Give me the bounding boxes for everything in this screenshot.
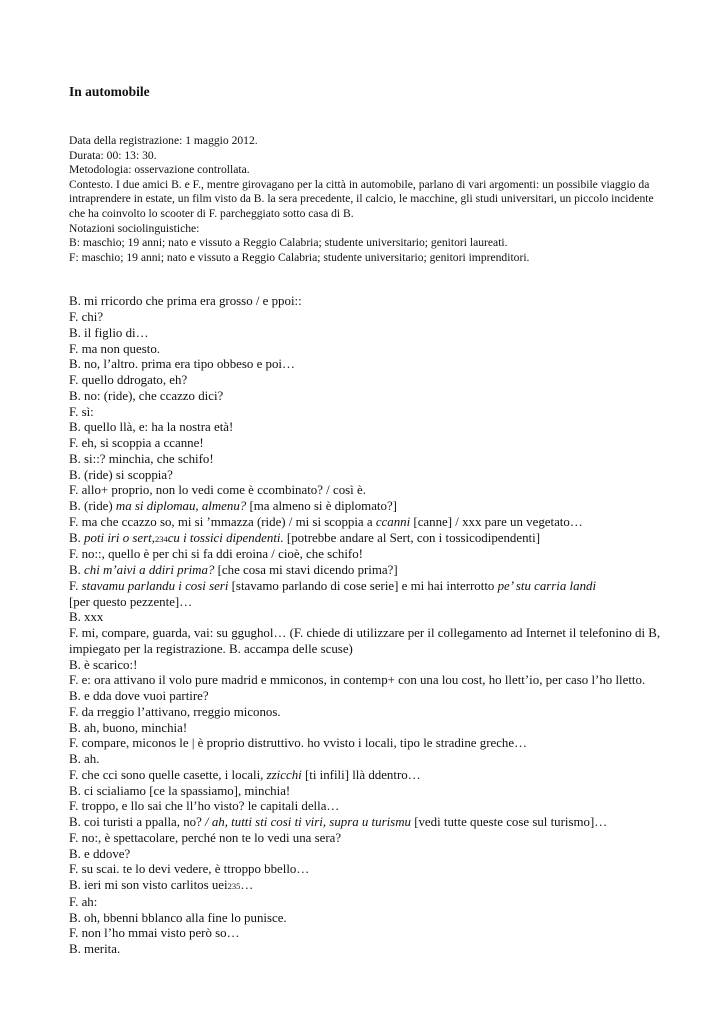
translation-text: [vedi tutte queste cose sul turismo]… <box>410 815 608 830</box>
dialogue-line: F. allo+ proprio, non lo vedi come è ccombinato? / così è. <box>69 483 366 498</box>
dialogue-line: F. no::, quello è per chi si fa ddi eroina / cioè, che schifo! <box>69 547 363 562</box>
dialogue-line: B. quello llà, e: ha la nostra età! <box>69 420 234 435</box>
dialogue-line: F. eh, si scoppia a ccanne! <box>69 436 204 451</box>
dialogue-line: F. troppo, e llo sai che ll’ho visto? le capitali della… <box>69 799 340 814</box>
recording-metadata <box>69 134 669 265</box>
translation-text: [potrebbe andare al Sert, con i tossicodipendenti] <box>283 530 540 545</box>
footnote-marker: 235 <box>227 881 241 892</box>
dialect-text: stavamu parlandu i cosi seri <box>81 578 229 593</box>
dialogue-line: B. il figlio di… <box>69 325 149 340</box>
dialogue-line <box>69 815 669 831</box>
footnote-marker: 234 <box>154 533 168 544</box>
dialogue-line: F. da rreggio l’attivano, rreggio miconos. <box>69 704 281 719</box>
dialect-text: zzicchi <box>266 767 302 782</box>
speaker-f-profile: F: maschio; 19 anni; nato e vissuto a Reggio Calabria; studente universitario; genitori imprenditori. <box>69 250 530 264</box>
translation-text: [per questo pezzente]… <box>69 594 193 609</box>
dialogue-line <box>69 579 669 611</box>
dialogue-line: F. e: ora attivano il volo pure madrid e mmiconos, in contemp+ con una lou cost, ho llett’io, per caso l’ho lletto. <box>69 673 646 688</box>
translation-text: [canne] / xxx pare un vegetato… <box>410 514 583 529</box>
translation-text: [ti infili] llà ddentro… <box>301 767 421 782</box>
dialect-text: poti iri o sert, <box>84 530 155 545</box>
dialogue-line <box>69 878 669 895</box>
line-text: F. ma che ccazzo so, mi si ’mmazza (ride) / mi si scoppia a <box>69 514 376 529</box>
line-text: … <box>240 878 254 893</box>
dialogue-line <box>69 499 669 515</box>
line-text: F. <box>69 578 82 593</box>
dialogue-line: F. mi, compare, guarda, vai: su ggughol… (F. chiede di utilizzare per il collegamento ad Internet il telefonino di B, impiegato per la registrazione. B. accampa delle scuse) <box>69 626 661 656</box>
line-text: B. ieri mi son visto carlitos uei <box>69 878 228 893</box>
dialogue-line: B. e dda dove vuoi partire? <box>69 689 209 704</box>
dialogue-line: F. su scai. te lo devi vedere, è ttroppo bbello… <box>69 862 310 877</box>
line-text: B. <box>69 530 85 545</box>
dialogue-line <box>69 563 669 579</box>
dialogue-line <box>69 531 669 548</box>
translation-text: [che cosa mi stavi dicendo prima?] <box>214 563 398 578</box>
recording-date: Data della registrazione: 1 maggio 2012. <box>69 134 258 147</box>
dialogue-line: B. no, l’altro. prima era tipo obbeso e poi… <box>69 357 295 372</box>
translation-text: [ma almeno si è diplomato?] <box>246 499 397 514</box>
line-text: B. coi turisti a ppalla, no? <box>69 815 206 830</box>
recording-duration: Durata: 00: 13: 30. <box>69 148 157 162</box>
sociolinguistic-heading: Notazioni sociolinguistiche: <box>69 221 200 235</box>
dialect-text: chi m’aivi a ddiri prima? <box>84 563 215 578</box>
dialogue-line: F. no:, è spettacolare, perché non te lo vedi una sera? <box>69 830 342 845</box>
dialogue-line: F. compare, miconos le | è proprio distruttivo. ho vvisto i locali, tipo le stradine greche… <box>69 736 527 751</box>
speaker-b-profile: B: maschio; 19 anni; nato e vissuto a Reggio Calabria; studente universitario; genitori laureati. <box>69 236 508 250</box>
dialogue-line: B. ah, buono, minchia! <box>69 720 188 735</box>
dialogue-transcript <box>69 294 669 958</box>
dialect-text: cu i tossici dipendenti. <box>167 530 284 545</box>
dialogue-line: B. ah. <box>69 752 100 767</box>
dialogue-line: B. mi rricordo che prima era grosso / e ppoi:: <box>69 294 302 309</box>
line-text: B. (ride) <box>69 499 116 514</box>
document-page <box>69 84 669 958</box>
dialogue-line: F. chi? <box>69 310 104 325</box>
dialogue-line: B. è scarico:! <box>69 657 138 672</box>
dialogue-line: B. ci scialiamo [ce la spassiamo], minchia! <box>69 783 291 798</box>
recording-methodology: Metodologia: osservazione controllata. <box>69 163 250 177</box>
dialogue-line: B. oh, bbenni bblanco alla fine lo punisce. <box>69 910 287 925</box>
dialect-text: / ah, tutti sti cosi ti viri, supra u turismu <box>205 815 411 830</box>
dialogue-line: B. no: (ride), che ccazzo dici? <box>69 388 224 403</box>
dialect-text: ccanni <box>375 514 411 529</box>
recording-context: Contesto. I due amici B. e F., mentre girovagano per la città in automobile, parlano di vari argomenti: un possibile viaggio da intraprendere in estate, un film visto da B. la sera precedente, il calcio, le macchine, gli studi universitari, un piccolo incidente che ha coinvolto lo scooter di F. parcheggiato sotto casa di B. <box>69 177 654 220</box>
dialogue-line: F. ma non questo. <box>69 341 160 356</box>
dialogue-line: F. non l’ho mmai visto però so… <box>69 926 240 941</box>
dialogue-line: F. quello ddrogato, eh? <box>69 373 188 388</box>
dialogue-line: F. sì: <box>69 404 94 419</box>
dialect-text: pe’ stu carria landi <box>497 578 597 593</box>
dialogue-line: B. merita. <box>69 942 121 957</box>
dialogue-line: B. si::? minchia, che schifo! <box>69 451 214 466</box>
dialogue-line: F. ah: <box>69 894 98 909</box>
line-text: F. che cci sono quelle casette, i locali, <box>69 767 267 782</box>
dialogue-line: B. (ride) si scoppia? <box>69 467 173 482</box>
line-text: B. <box>69 563 85 578</box>
dialogue-line: B. e ddove? <box>69 846 131 861</box>
dialect-text: ma si diplomau, almenu? <box>115 499 247 514</box>
document-title: In automobile <box>69 84 150 99</box>
dialogue-line <box>69 515 669 531</box>
dialogue-line <box>69 768 669 784</box>
translation-text: [stavamo parlando di cose serie] e mi hai interrotto <box>228 578 498 593</box>
dialogue-line: B. xxx <box>69 610 104 625</box>
